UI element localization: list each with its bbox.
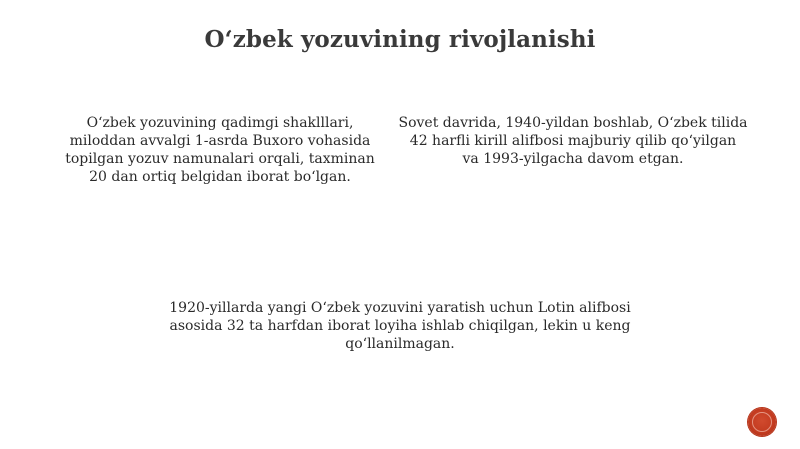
slide-title: O‘zbek yozuvining rivojlanishi bbox=[204, 26, 596, 53]
text-soviet-cyrillic: Sovet davrida, 1940-yildan boshlab, O‘zbek tilida 42 harfli kirill alifbosi majburiy qilib qo‘yilgan va 1993-yilgacha davom etgan. bbox=[398, 115, 748, 167]
text-ancient-forms: O‘zbek yozuvining qadimgi shaklllari, miloddan avvalgi 1-asrda Buxoro vohasida topilgan yozuv namunalari orqali, taxminan 20 dan ortiq belgidan iborat bo‘lgan. bbox=[65, 115, 375, 185]
text-latin-project-1920s: 1920-yillarda yangi O‘zbek yozuvini yaratish uchun Lotin alifbosi asosida 32 ta harfdan iborat loyiha ishlab chiqilgan, lekin u keng qo‘llanilmagan. bbox=[169, 300, 631, 352]
slide-nav-button-icon[interactable] bbox=[748, 408, 776, 436]
